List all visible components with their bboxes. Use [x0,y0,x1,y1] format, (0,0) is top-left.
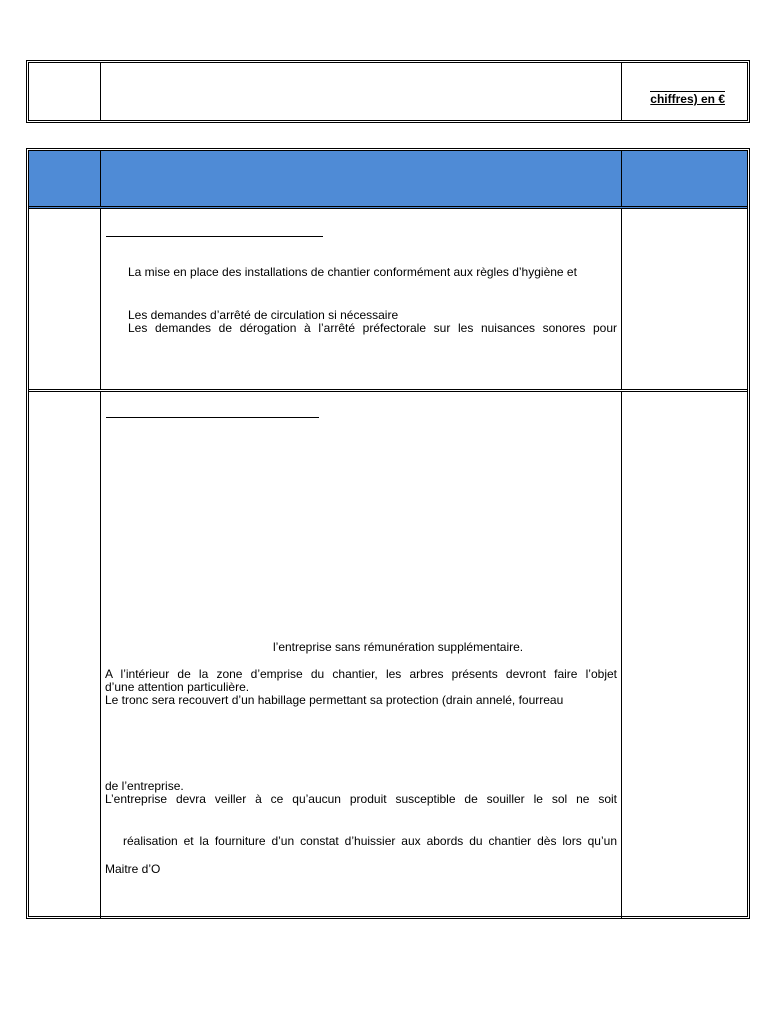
section-2-text-line: L’entreprise devra veiller à ce qu’aucun produit susceptible de souiller le sol ne soit [105,792,617,806]
section-2-text-line: l’entreprise sans rémunération supplémentaire. [273,640,524,654]
summary-description-cell [101,63,622,120]
section-2-heading-underline [106,417,319,418]
price-column-header: chiffres) en € [650,92,725,106]
header-description-cell [101,151,622,206]
section-1-description-cell [101,209,622,389]
main-table [26,148,750,919]
table-header-row [29,151,747,209]
section-1-text-line: Les demandes de dérogation à l’arrêté préfectorale sur les nuisances sonores pour [128,321,617,335]
section-2-text-line: d’une attention particulière. [105,680,250,694]
section-2-price-cell [622,392,747,919]
section-2-description-cell [101,392,622,919]
summary-table [26,60,750,123]
summary-number-cell [29,63,101,120]
section-2-text-line: A l’intérieur de la zone d’emprise du chantier, les arbres présents devront faire l’objet [105,667,617,681]
section-2-number-cell [29,392,101,919]
header-price-cell [622,151,747,206]
section-row-2 [29,392,747,919]
section-2-text-line: réalisation et la fourniture d’un constat d’huissier aux abords du chantier dès lors qu’un [123,834,617,848]
header-number-cell [29,151,101,206]
summary-row [29,63,747,120]
summary-price-cell [622,63,747,120]
section-2-text-line: Le tronc sera recouvert d’un habillage permettant sa protection (drain annelé, fourreau [105,693,564,707]
section-1-text-line: Les demandes d’arrêté de circulation si nécessaire [128,308,399,322]
section-row-1 [29,209,747,392]
section-1-text-line: La mise en place des installations de chantier conformément aux règles d’hygiène et [128,265,577,279]
section-1-heading-underline [106,236,323,237]
section-1-price-cell [622,209,747,389]
section-2-text-line: de l’entreprise. [105,779,184,793]
section-1-number-cell [29,209,101,389]
section-2-text-line: Maitre d’O [105,862,161,876]
